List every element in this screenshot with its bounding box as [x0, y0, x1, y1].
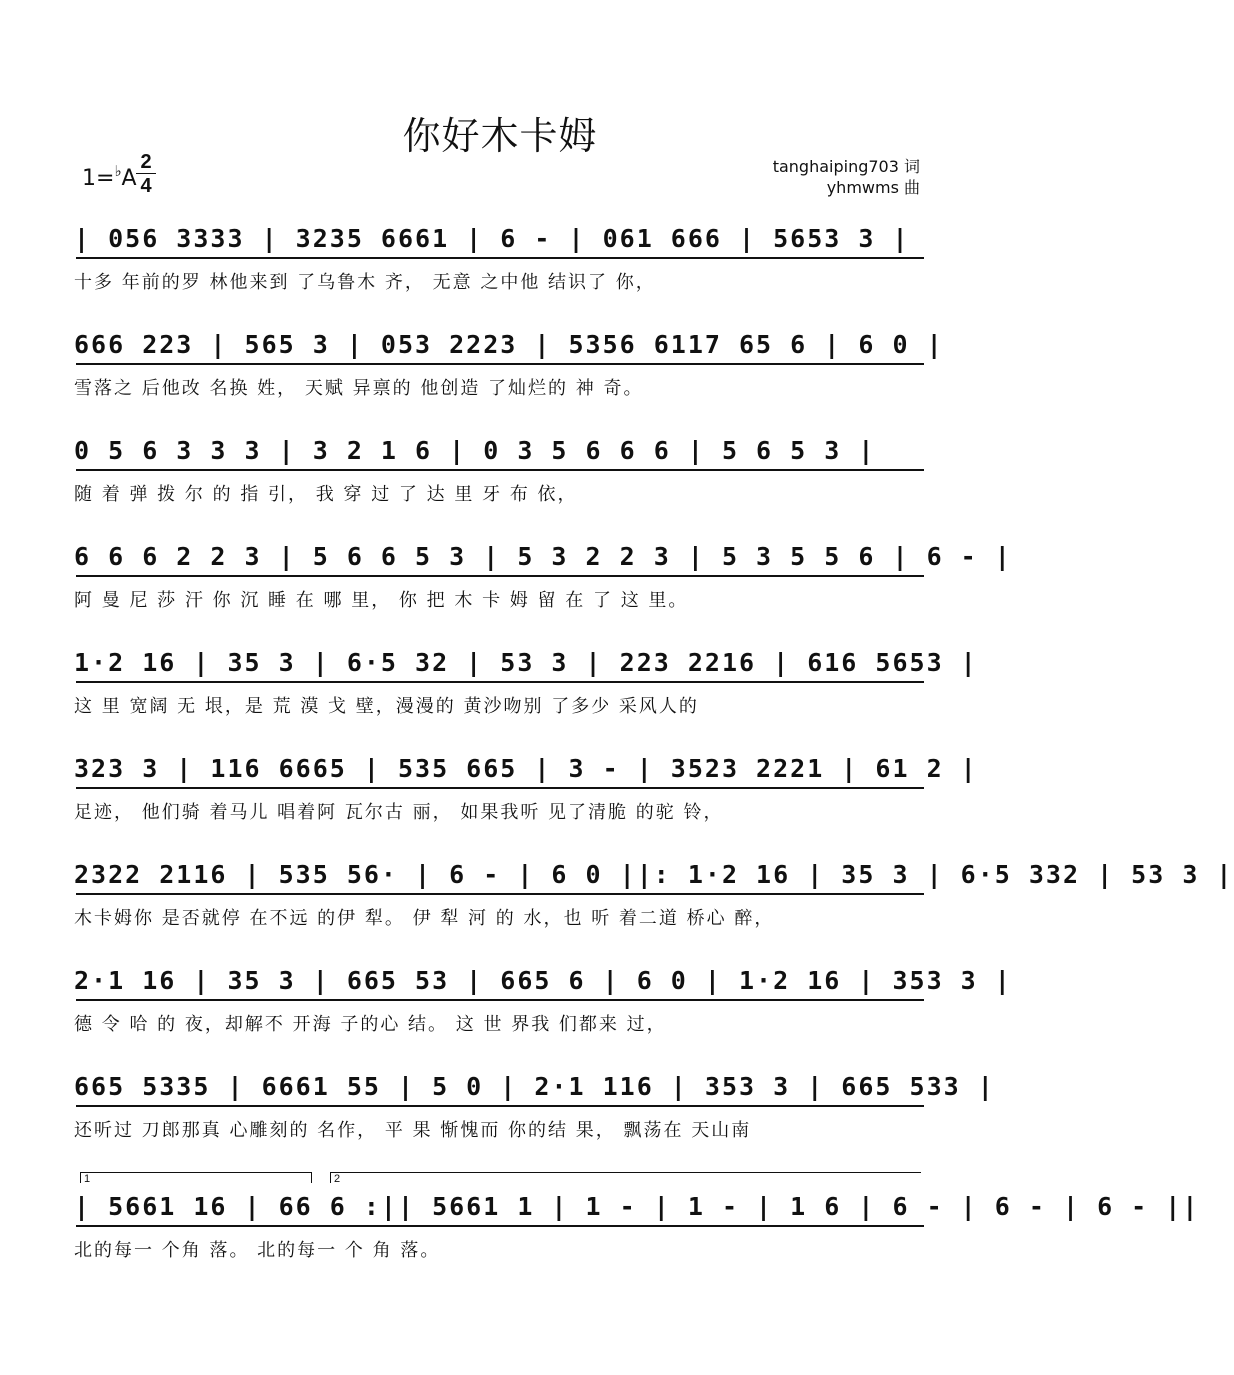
meter-bottom: 4	[140, 175, 152, 197]
score-row-2	[60, 318, 944, 418]
composer: yhmwms 曲	[826, 178, 920, 197]
meter-top: 2	[140, 151, 152, 173]
beam-line	[76, 469, 924, 471]
second-ending-bracket	[330, 1172, 921, 1183]
lyrics-line: 还听过 刀郎那真 心雕刻的 名作， 平 果 惭愧而 你的结 果， 飘荡在 天山南	[74, 1120, 752, 1141]
notes-line: | 056 3333 | 3235 6661 | 6 - | 061 666 | 5653 3 |	[74, 224, 910, 253]
notes-line: | 5661 16 | 66 6 :|| 5661 1 | 1 - | 1 - | 1 6 | 6 - | 6 - | 6 - ||	[74, 1192, 1200, 1221]
score-row-10	[60, 1173, 1200, 1280]
lyrics-line: 德 令 哈 的 夜，却解不 开海 子的心 结。 这 世 界我 们都来 过，	[74, 1014, 667, 1035]
lyrics-line: 十多 年前的罗 林他来到 了乌鲁木 齐， 无意 之中他 结识了 你，	[74, 272, 656, 293]
time-signature	[136, 152, 156, 196]
beam-line	[76, 893, 924, 895]
beam-line	[76, 363, 924, 365]
key-note: A	[121, 166, 137, 191]
score-row-5	[60, 636, 978, 736]
notes-line: 665 5335 | 6661 55 | 5 0 | 2·1 116 | 353 3 | 665 533 |	[74, 1072, 995, 1101]
lyrics-line: 这 里 宽阔 无 垠，是 荒 漠 戈 壁，漫漫的 黄沙吻别 了多少 采风人的	[74, 696, 699, 717]
notes-line: 1·2 16 | 35 3 | 6·5 32 | 53 3 | 223 2216 | 616 5653 |	[74, 648, 978, 677]
first-ending-bracket	[80, 1172, 312, 1183]
beam-line	[76, 575, 924, 577]
beam-line	[76, 1225, 924, 1227]
score-title: 你好木卡姆	[402, 114, 598, 158]
score-row-9	[60, 1060, 995, 1160]
lyrics-line: 雪落之 后他改 名换 姓， 天赋 异禀的 他创造 了灿烂的 神 奇。	[74, 378, 644, 399]
score-row-1	[60, 212, 940, 312]
lyrics-line: 足迹， 他们骑 着马儿 唱着阿 瓦尔古 丽， 如果我听 见了清脆 的驼 铃，	[74, 802, 724, 823]
beam-line	[76, 681, 924, 683]
score-row-8	[60, 954, 1012, 1054]
notes-line: 323 3 | 116 6665 | 535 665 | 3 - | 3523 2221 | 61 2 |	[74, 754, 978, 783]
beam-line	[76, 999, 924, 1001]
beam-line	[76, 1105, 924, 1107]
notes-line: 6 6 6 2 2 3 | 5 6 6 5 3 | 5 3 2 2 3 | 5 3 5 5 6 | 6 - |	[74, 542, 1012, 571]
score-row-6	[60, 742, 978, 842]
lyrics-line: 随 着 弹 拨 尔 的 指 引， 我 穿 过 了 达 里 牙 布 依，	[74, 484, 578, 505]
key-signature	[82, 162, 137, 191]
flat-icon: ♭	[114, 162, 122, 180]
second-ending-number: 2	[334, 1173, 341, 1185]
lyricist: tanghaiping703 词	[772, 157, 920, 176]
lyrics-line: 木卡姆你 是否就停 在不远 的伊 犁。 伊 犁 河 的 水，也 听 着二道 桥心 醉，	[74, 908, 775, 929]
score-row-4	[60, 530, 1012, 630]
beam-line	[76, 787, 924, 789]
score-row-3	[60, 424, 940, 524]
score-row-7	[60, 848, 1234, 948]
first-ending-number: 1	[84, 1173, 91, 1185]
notes-line: 2322 2116 | 535 56· | 6 - | 6 0 ||: 1·2 16 | 35 3 | 6·5 332 | 53 3 |	[74, 860, 1234, 889]
lyrics-line: 阿 曼 尼 莎 汗 你 沉 睡 在 哪 里， 你 把 木 卡 姆 留 在 了 这 里。	[74, 590, 689, 611]
credits	[773, 156, 920, 198]
notes-line: 666 223 | 565 3 | 053 2223 | 5356 6117 65 6 | 6 0 |	[74, 330, 944, 359]
key-prefix: 1=	[82, 166, 115, 191]
notes-line: 0 5 6 3 3 3 | 3 2 1 6 | 0 3 5 6 6 6 | 5 6 5 3 |	[74, 436, 876, 465]
meter-bar	[136, 173, 156, 174]
notes-line: 2·1 16 | 35 3 | 665 53 | 665 6 | 6 0 | 1·2 16 | 353 3 |	[74, 966, 1012, 995]
beam-line	[76, 257, 924, 259]
lyrics-line: 北的每一 个角 落。 北的每一 个 角 落。	[74, 1240, 441, 1261]
